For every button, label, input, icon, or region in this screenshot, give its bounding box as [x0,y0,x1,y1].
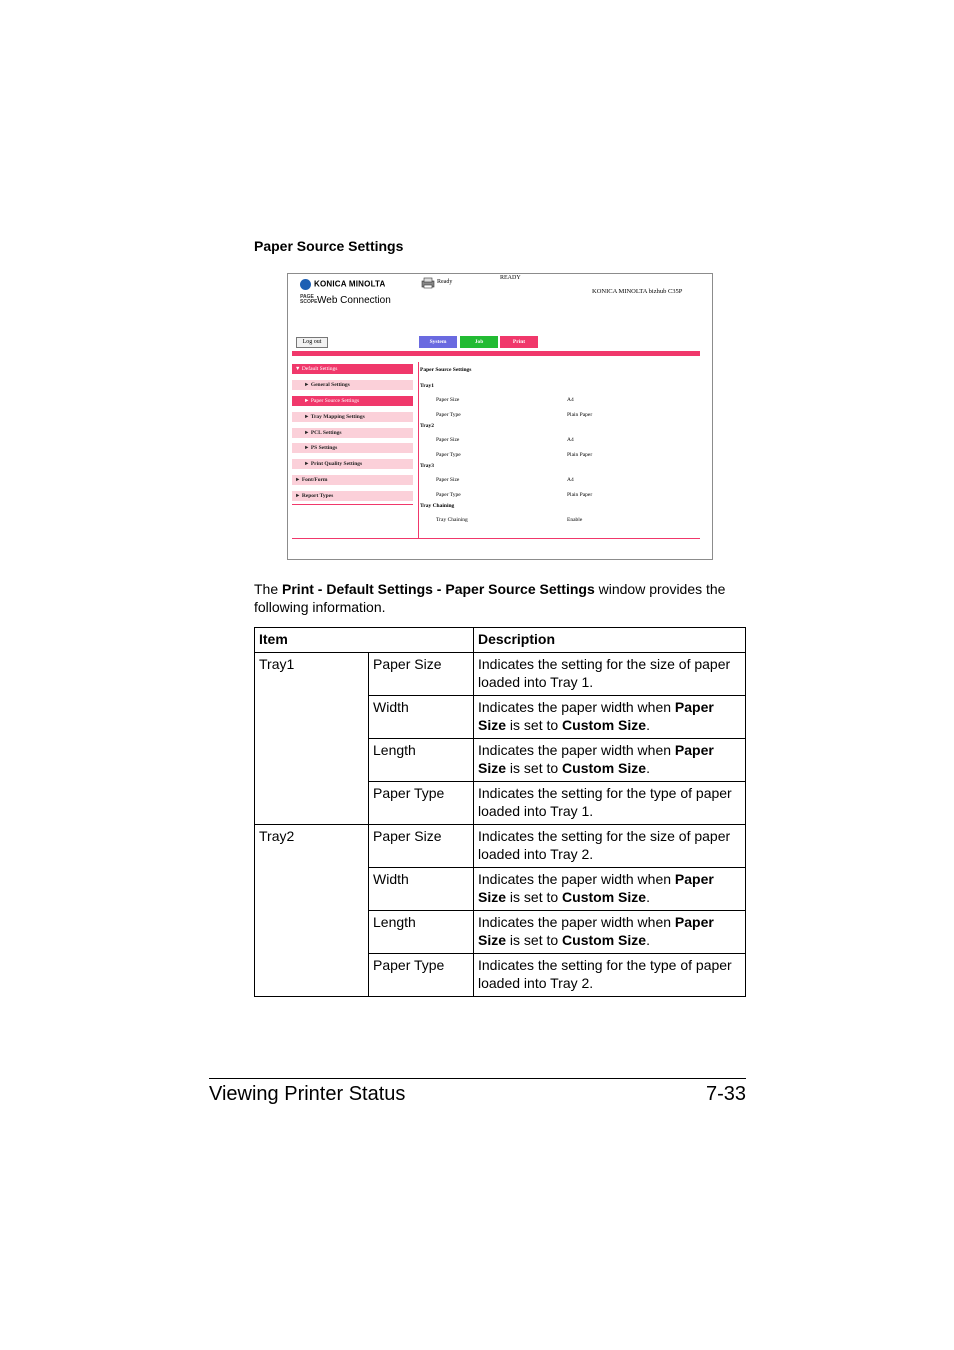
status-text: Ready [437,279,453,285]
menu-default-settings[interactable]: ▼ Default Settings [292,364,413,374]
group-cell: Tray2 [255,825,369,997]
sub-item-cell: Length [369,911,474,954]
description-cell: Indicates the paper width when Paper Size is set to Custom Size. [474,868,746,911]
menu-paper-source-settings[interactable]: ► Paper Source Settings [292,396,413,406]
field-label: Paper Size [436,397,460,403]
menu-report-types[interactable]: ► Report Types [292,491,413,501]
sub-item-cell: Paper Size [369,653,474,696]
sub-item-cell: Paper Type [369,954,474,997]
sidebar-divider [292,504,413,505]
menu-ps-settings[interactable]: ► PS Settings [292,443,413,453]
menu-tray-mapping-settings[interactable]: ► Tray Mapping Settings [292,412,413,422]
header-description: Description [474,628,746,653]
footer-chapter-title: Viewing Printer Status [209,1083,406,1105]
description-cell: Indicates the paper width when Paper Size is set to Custom Size. [474,696,746,739]
vertical-divider [418,362,419,538]
field-label: Paper Type [436,492,461,498]
field-value: Plain Paper [567,492,593,498]
table-row [255,825,746,868]
pagescope-icon: PAGE SCOPE [300,294,318,306]
tab-job[interactable]: Job [460,336,498,348]
sub-item-cell: Paper Size [369,825,474,868]
konica-minolta-logo: KONICA MINOLTA [300,279,386,290]
group-tray2: Tray2 [420,423,434,429]
logout-button[interactable]: Log out [296,337,328,348]
header-bar [292,351,700,356]
tab-system[interactable]: System [419,336,457,348]
field-label: Paper Type [436,452,461,458]
printer-model: KONICA MINOLTA bizhub C35P [592,288,683,295]
sub-item-cell: Width [369,868,474,911]
menu-font-form[interactable]: ► Font/Form [292,475,413,485]
field-value: A4 [567,397,574,403]
sub-item-cell: Paper Type [369,782,474,825]
description-cell: Indicates the paper width when Paper Size is set to Custom Size. [474,911,746,954]
field-value: Plain Paper [567,412,593,418]
description-cell: Indicates the paper width when Paper Size is set to Custom Size. [474,739,746,782]
field-label: Paper Type [436,412,461,418]
content-title: Paper Source Settings [420,367,472,373]
header-item: Item [255,628,474,653]
group-cell: Tray1 [255,653,369,825]
field-label: Paper Size [436,477,460,483]
description-cell: Indicates the setting for the type of paper loaded into Tray 2. [474,954,746,997]
intro-paragraph: The Print - Default Settings - Paper Source Settings window provides the following information. [254,581,726,615]
pagescope-logo: PAGE SCOPEWeb Connection [300,294,391,306]
konica-globe-icon [300,279,311,290]
field-label: Tray Chaining [436,517,468,523]
field-value: Plain Paper [567,452,593,458]
group-tray3: Tray3 [420,463,434,469]
table-header-row [255,628,746,653]
description-cell: Indicates the setting for the size of paper loaded into Tray 2. [474,825,746,868]
group-tray1: Tray1 [420,383,434,389]
description-cell: Indicates the setting for the type of paper loaded into Tray 1. [474,782,746,825]
field-value: A4 [567,477,574,483]
menu-print-quality-settings[interactable]: ► Print Quality Settings [292,459,413,469]
sub-item-cell: Length [369,739,474,782]
status-ready: READY [500,275,521,281]
description-cell: Indicates the setting for the size of paper loaded into Tray 1. [474,653,746,696]
field-value: Enable [567,517,583,523]
footer-rule [209,1078,746,1079]
field-value: A4 [567,437,574,443]
printer-status-icon [421,277,435,289]
section-heading: Paper Source Settings [254,238,404,254]
menu-general-settings[interactable]: ► General Settings [292,380,413,390]
page-number: 7-33 [705,1083,746,1105]
tab-print[interactable]: Print [500,336,538,348]
table-row [255,653,746,696]
footer-divider [292,538,700,539]
field-label: Paper Size [436,437,460,443]
web-connection-screenshot [287,273,713,560]
group-tray-chaining: Tray Chaining [420,503,455,509]
menu-pcl-settings[interactable]: ► PCL Settings [292,428,413,438]
sub-item-cell: Width [369,696,474,739]
info-table [254,627,746,997]
